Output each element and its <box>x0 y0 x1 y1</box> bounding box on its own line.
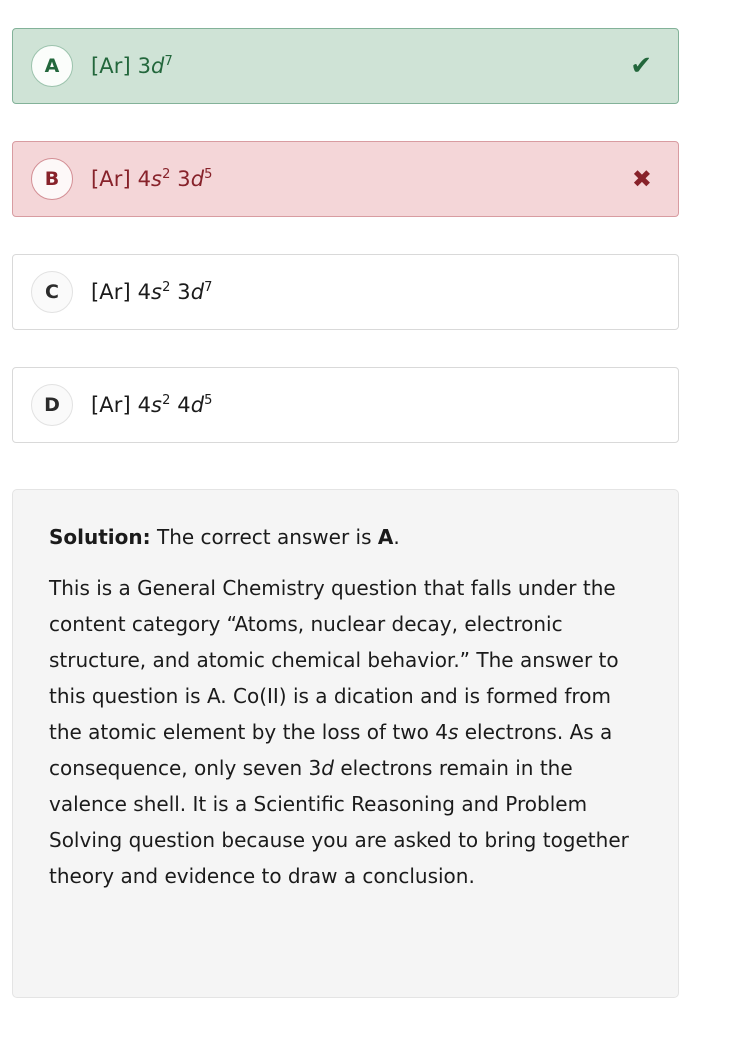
option-text-d <box>91 393 213 417</box>
option-letter-b: B <box>44 167 60 190</box>
option-term-orbital-d-1: d <box>190 393 205 417</box>
option-letter-badge-a <box>31 45 73 87</box>
solution-body-part-1: This is a General Chemistry question that falls under the content category “Atoms, nuclear decay, electronic structure, and atomic chemical behavior.” The answer to this question is A. Co(II) is a dication and is formed from the atomic element by the loss of two 4 <box>49 575 619 744</box>
option-term-sup-d-0: 2 <box>162 393 171 408</box>
option-term-n-b-0: 4 <box>137 167 152 191</box>
solution-body-italic-1: s <box>447 719 459 744</box>
option-letter-badge-b <box>31 158 73 200</box>
option-letter-c: C <box>45 280 59 303</box>
option-letter-d: D <box>44 393 60 416</box>
option-term-orbital-b-1: d <box>190 167 205 191</box>
solution-label: Solution: <box>49 525 151 549</box>
answer-option-b[interactable] <box>12 141 679 217</box>
option-term-n-c-1: 3 <box>177 280 191 304</box>
solution-headline-rest: The correct answer is <box>150 525 378 549</box>
solution-headline <box>49 520 642 556</box>
solution-explanation <box>49 570 642 894</box>
option-term-n-c-0: 4 <box>137 280 152 304</box>
answer-options-list <box>12 28 679 480</box>
solution-body-part-3: electrons remain in the valence shell. It is a Scientific Reasoning and Problem Solving question because you are asked to bring together theory and evidence to draw a conclusion. <box>49 755 629 888</box>
option-term-n-d-1: 4 <box>177 393 191 417</box>
option-term-orbital-c-1: d <box>190 280 205 304</box>
option-text-b <box>91 167 213 191</box>
option-term-sup-b-1: 5 <box>204 167 213 182</box>
option-term-sup-c-0: 2 <box>162 280 171 295</box>
option-prefix-d: [Ar] <box>91 393 138 417</box>
option-term-n-d-0: 4 <box>137 393 152 417</box>
solution-headline-end: . <box>393 525 400 549</box>
option-letter-a: A <box>44 54 60 77</box>
check-icon: ✔ <box>630 51 652 81</box>
option-term-sup-b-0: 2 <box>162 167 171 182</box>
option-term-orbital-b-0: s <box>151 167 163 191</box>
option-term-orbital-a-0: d <box>151 54 165 78</box>
option-term-sup-c-1: 7 <box>204 280 213 295</box>
option-term-sup-d-1: 5 <box>204 393 213 408</box>
option-prefix-b: [Ar] <box>91 167 138 191</box>
option-term-n-a-0: 3 <box>137 54 152 78</box>
option-term-orbital-c-0: s <box>151 280 163 304</box>
option-term-n-b-1: 3 <box>177 167 191 191</box>
cross-icon: ✖ <box>631 165 652 193</box>
answer-option-a[interactable] <box>12 28 679 104</box>
answer-option-c[interactable] <box>12 254 679 330</box>
solution-body-part-2: electrons. As a consequence, only seven 3 <box>49 719 613 780</box>
option-letter-badge-c <box>31 271 73 313</box>
option-prefix-a: [Ar] <box>91 54 138 78</box>
solution-body-italic-2: d <box>321 755 334 780</box>
option-term-sup-a-0: 7 <box>164 54 173 69</box>
option-letter-badge-d <box>31 384 73 426</box>
solution-answer-letter: A <box>377 525 394 549</box>
solution-panel <box>12 489 679 998</box>
option-term-orbital-d-0: s <box>151 393 163 417</box>
option-text-a <box>91 54 173 78</box>
answer-option-d[interactable] <box>12 367 679 443</box>
option-text-c <box>91 280 213 304</box>
option-prefix-c: [Ar] <box>91 280 138 304</box>
